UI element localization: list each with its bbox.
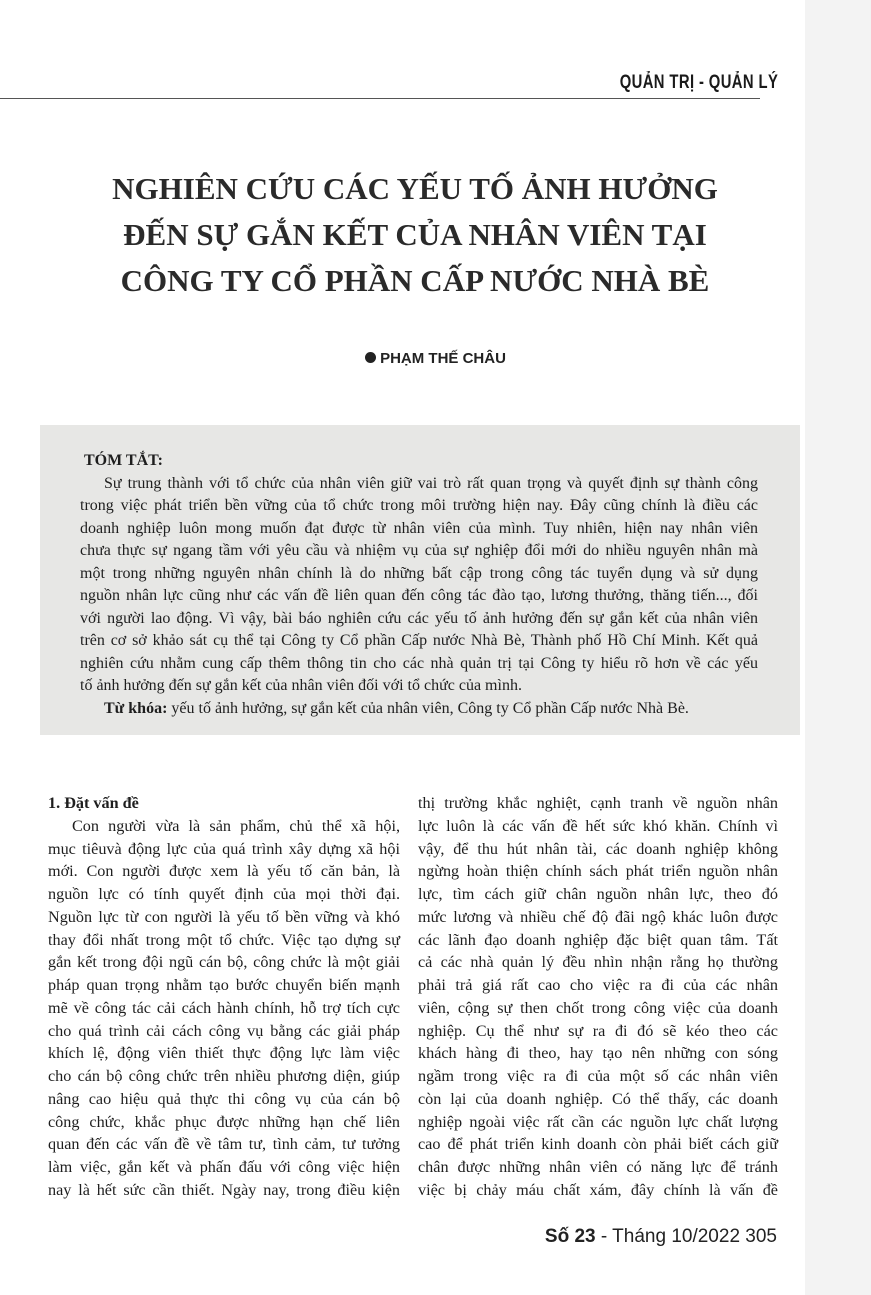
text-line: nay là hết sức cần thiết. Ngày nay, trong điều kiện	[48, 1180, 400, 1199]
text-line: các lãnh đạo doanh nghiệp đặc biệt quan tâm. Tất	[418, 930, 778, 949]
keywords-label: Từ khóa:	[104, 699, 168, 717]
text-line: cho cán bộ công chức trên nhiều phương diện, giúp	[48, 1067, 400, 1085]
title-line: NGHIÊN CỨU CÁC YẾU TỐ ẢNH HƯỞNG	[112, 171, 718, 206]
text-line: mới. Con người được xem là yếu tố căn bản, là	[48, 862, 400, 881]
text-line: khách hàng đi theo, hay tạo nên những con sóng	[418, 1044, 778, 1063]
text-line: tố ảnh hưởng đến sự gắn kết của nhân viên đối với tổ chức của mình.	[80, 677, 522, 694]
text-line: Nguồn lực từ con người là yếu tố bền vững và khó	[48, 907, 400, 926]
abstract-heading: TÓM TẮT:	[84, 452, 163, 469]
text-line: với người lao động. Vì vậy, bài báo nghiên cứu các yếu tố ảnh hưởng đến sự gắn kết của nhân viên	[80, 609, 758, 627]
abstract-body	[80, 450, 758, 720]
section-label: QUẢN TRỊ - QUẢN LÝ	[619, 72, 778, 93]
text-line: nghiệp ngoài việc rất cần các nguồn lực chất lượng	[418, 1112, 778, 1131]
text-line: ngầm trong việc ra đi của một số các nhân viên	[418, 1067, 778, 1085]
text-line: quan đến các vấn đề về tâm tư, tình cảm, tư tưởng	[48, 1135, 400, 1154]
footer-separator: -	[595, 1226, 613, 1247]
text-line: vậy, để thu hút nhân tài, các doanh nghiệp không	[418, 839, 778, 858]
text-line: trong việc phát triển bền vững của tổ chức trong môi trường hiện nay. Đây cũng chính là điều các	[80, 497, 758, 514]
title-line: CÔNG TY CỔ PHẦN CẤP NƯỚC NHÀ BÈ	[120, 263, 710, 298]
text-line: lực luôn là các vấn đề hết sức khó khăn. Chính vì	[418, 816, 778, 835]
bullet-icon	[365, 352, 376, 363]
text-line: cho quá trình cải cách công vụ bằng các giải pháp	[48, 1021, 400, 1040]
left-column	[48, 792, 400, 1202]
keywords-text: yếu tố ảnh hưởng, sự gắn kết của nhân viên, Công ty Cổ phần Cấp nước Nhà Bè.	[171, 699, 689, 717]
section-heading: 1. Đặt vấn đề	[48, 794, 139, 812]
text-line: ngừng hoàn thiện chính sách phát triển nguồn nhân	[418, 862, 778, 881]
text-line: viên, cộng sự then chốt trong công việc của doanh	[418, 998, 778, 1017]
text-line: cao để phát triển kinh doanh còn phải biết cách giữ	[418, 1135, 778, 1154]
author	[0, 350, 871, 367]
keywords	[80, 698, 758, 721]
issue-number: Số 23	[544, 1226, 596, 1247]
text-line: gắn kết trong đội ngũ cán bộ, công chức là một giải	[48, 953, 400, 972]
text-line: cả các nhà quản lý đều nhìn nhận rằng họ thường	[418, 953, 778, 972]
text-line: mẽ về công tác cải cách hành chính, hỗ trợ tích cực	[48, 998, 400, 1017]
text-line: nguồn lực có tính quyết định của mọi thời đại.	[48, 885, 400, 903]
text-line: mức lương và nhiều chế độ đãi ngộ khác luôn được	[418, 907, 778, 926]
text-line: một trong những nguyên nhân chính là do những bất cập trong công tác tuyển dụng và sử dụng	[80, 564, 758, 582]
text-line: nghiệp. Cụ thể như sự ra đi đó sẽ kéo theo các	[418, 1021, 778, 1040]
page-edge-shadow	[805, 0, 871, 1295]
text-line: Sự trung thành với tổ chức của nhân viên giữ vai trò rất quan trọng và quyết định sự thành công	[104, 474, 758, 492]
text-line: phải trả giá rất cao cho việc ra đi của các nhân	[418, 976, 778, 994]
text-line: Con người vừa là sản phẩm, chủ thể xã hội,	[72, 816, 400, 835]
abstract-box	[40, 425, 800, 735]
text-line: thị trường khắc nghiệt, cạnh tranh về nguồn nhân	[418, 794, 778, 812]
text-line: pháp quan trọng nhằm tạo bước chuyển biến mạnh	[48, 976, 400, 994]
header-rule	[0, 98, 760, 99]
text-line: doanh nghiệp luôn mong muốn đạt được từ nhân viên của mình. Tuy nhiên, hiện nay nhân viên	[80, 519, 758, 537]
text-line: trên cơ sở khảo sát cụ thể tại Công ty Cổ phần Cấp nước Nhà Bè, Thành phố Hồ Chí Minh. Kết quả	[80, 632, 758, 649]
text-line: khích lệ, động viên thiết thực động lực làm việc	[48, 1044, 400, 1063]
text-line: còn lại của doanh nghiệp. Có thể thấy, các doanh	[418, 1089, 778, 1108]
text-line: lực, tìm cách giữ chân nguồn nhân lực, theo đó	[418, 885, 778, 903]
right-column	[418, 792, 778, 1202]
page-number: 305	[745, 1226, 777, 1247]
title-line: ĐẾN SỰ GẮN KẾT CỦA NHÂN VIÊN TẠI	[123, 217, 707, 252]
text-line: nghiên cứu nhằm cung cấp thêm thông tin cho các nhà quản trị tại Công ty hiểu rõ hơn về các yếu	[80, 654, 758, 672]
text-line: nguồn nhân lực cũng như các vấn đề liên quan đến công tác đào tạo, lương thưởng, thăng tiến..., đối	[80, 587, 758, 604]
text-line: công chức, khắc phục được những hạn chế liên	[48, 1112, 400, 1131]
text-line: mục tiêuvà động lực của quá trình xây dựng xã hội	[48, 839, 400, 858]
article-title	[60, 166, 770, 304]
text-line: việc bị chảy máu chất xám, đây chính là vấn đề	[418, 1180, 778, 1199]
text-line: thay đổi nhất trong một tổ chức. Việc tạo dựng sự	[48, 930, 400, 949]
text-line: làm việc, gắn kết và phấn đấu với công việc hiện	[48, 1158, 400, 1176]
text-line: chân được những nhân viên có năng lực để tránh	[418, 1158, 778, 1176]
issue-month: Tháng 10/2022	[612, 1226, 741, 1247]
text-line: nâng cao hiệu quả thực thi công vụ của cán bộ	[48, 1089, 400, 1108]
text-line: chưa thực sự ngang tầm với yêu cầu và nhiệm vụ của sự nghiệp đổi mới do nhiều nguyên nhân mà	[80, 542, 758, 559]
page-footer	[545, 1226, 777, 1248]
author-name: PHẠM THẾ CHÂU	[380, 350, 506, 367]
